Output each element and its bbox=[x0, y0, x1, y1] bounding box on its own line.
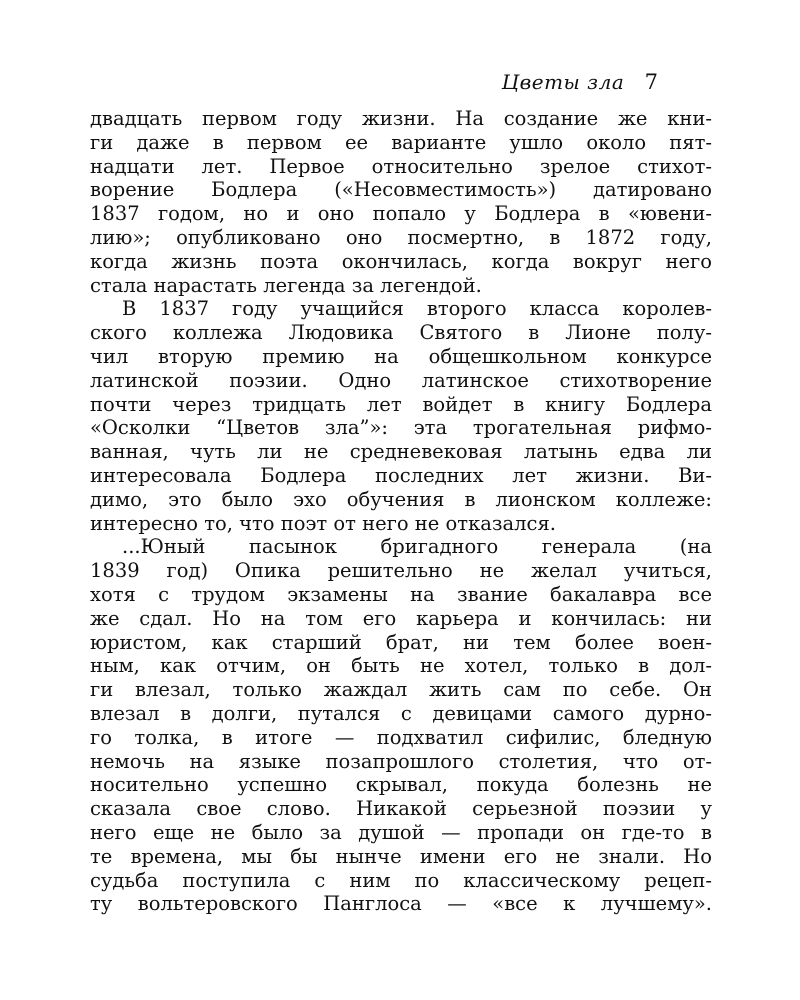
text-line: почти через тридцать лет войдет в книгу Бодлера bbox=[90, 392, 712, 416]
text-line: 1839 год) Опика решительно не желал учиться, bbox=[90, 559, 712, 583]
text-line: В 1837 году учащийся второго класса королев- bbox=[122, 297, 712, 321]
running-title: Цветы зла bbox=[501, 70, 625, 94]
text-line: латинской поэзии. Одно латинское стихотворение bbox=[90, 368, 712, 392]
text-line: надцати лет. Первое относительно зрелое стихот- bbox=[90, 154, 712, 178]
text-line: го толка, в итоге — подхватил сифилис, бледную bbox=[90, 725, 712, 749]
text-line: те времена, мы бы нынче имени его не знали. Но bbox=[90, 844, 712, 868]
text-line: судьба поступила с ним по классическому рецеп- bbox=[90, 868, 712, 892]
text-line: когда жизнь поэта окончилась, когда вокруг него bbox=[90, 249, 712, 273]
text-line: ского коллежа Людовика Святого в Лионе полу- bbox=[90, 321, 712, 345]
text-line: димо, это было эхо обучения в лионском коллеже: bbox=[90, 487, 712, 511]
text-line: немочь на языке позапрошлого столетия, что от- bbox=[90, 749, 712, 773]
body-text bbox=[90, 107, 712, 916]
text-line: хотя с трудом экзамены на звание бакалавра все bbox=[90, 582, 712, 606]
text-line: лию»; опубликовано оно посмертно, в 1872 году, bbox=[90, 225, 712, 249]
text-line: носительно успешно скрывал, покуда болезнь не bbox=[90, 773, 712, 797]
text-line: ги влезал, только жаждал жить сам по себе. Он bbox=[90, 678, 712, 702]
text-line: него еще не было за душой — пропади он где-то в bbox=[90, 820, 712, 844]
text-line: интересно то, что поэт от него не отказался. bbox=[90, 511, 556, 535]
text-line: чил вторую премию на общешкольном конкурсе bbox=[90, 344, 712, 368]
page-number: 7 bbox=[644, 70, 658, 94]
text-line: «Осколки “Цветов зла”»: эта трогательная рифмо- bbox=[90, 416, 712, 440]
text-line: 1837 годом, но и оно попало у Бодлера в «ювени- bbox=[90, 202, 712, 226]
text-line: ...Юный пасынок бригадного генерала (на bbox=[122, 535, 712, 559]
text-line: ванная, чуть ли не средневековая латынь едва ли bbox=[90, 440, 712, 464]
text-line: юристом, как старший брат, ни тем более воен- bbox=[90, 630, 712, 654]
text-line: ги даже в первом ее варианте ушло около пят- bbox=[90, 130, 712, 154]
text-line: влезал в долги, путался с девицами самого дурно- bbox=[90, 701, 712, 725]
text-line: двадцать первом году жизни. На создание же кни- bbox=[90, 107, 712, 130]
text-line: ным, как отчим, он быть не хотел, только в дол- bbox=[90, 654, 712, 678]
text-line: ту вольтеровского Панглоса — «все к лучшему». bbox=[90, 892, 712, 916]
text-line: интересовала Бодлера последних лет жизни. Ви- bbox=[90, 463, 712, 487]
running-header bbox=[502, 70, 658, 94]
text-line: же сдал. Но на том его карьера и кончилась: ни bbox=[90, 606, 712, 630]
text-line: ворение Бодлера («Несовместимость») датировано bbox=[90, 178, 712, 202]
text-line: сказала свое слово. Никакой серьезной поэзии у bbox=[90, 797, 712, 821]
text-line: стала нарастать легенда за легендой. bbox=[90, 273, 482, 297]
